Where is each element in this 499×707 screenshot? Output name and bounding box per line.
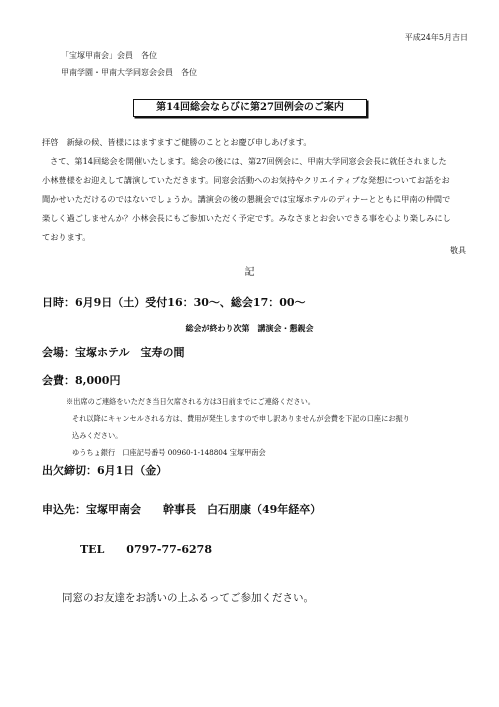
contact-tel: TEL 0797-77-6278	[80, 543, 212, 556]
contact-info: 申込先：宝塚甲南会 幹事長 白石朋康（49年経卒）	[42, 503, 322, 516]
cancellation-note: 込みください。	[72, 431, 123, 440]
event-datetime: 日時：6月9日（土）受付16：30〜、総会17：00〜	[42, 296, 306, 309]
letter-title: 第14回総会ならびに第27回例会のご案内	[133, 99, 367, 117]
cancellation-note: ※出席のご連絡をいただき当日欠席される方は3日前までにご連絡ください。	[66, 397, 315, 406]
body-paragraph: さて、第14回総会を開催いたします。総会の後には、第27回例会に、甲南大学同窓会会長に就任されました	[50, 156, 447, 166]
letter-body	[42, 133, 472, 247]
body-paragraph: 小林豊様をお迎えして講演していただきます。同窓会活動へのお気持やクリエイティブな発想についてお話をお	[42, 175, 450, 185]
event-venue: 会場：宝塚ホテル 宝寿の間	[42, 346, 185, 359]
body-paragraph: 聞かせいただけるのではないでしょうか。講演会の後の懇親会では宝塚ホテルのディナーとともに甲南の仲間で	[42, 194, 451, 204]
bank-account-note: ゆうちょ銀行 口座記号番号 00960-1-148804 宝塚甲南会	[72, 448, 266, 457]
body-paragraph: 楽しく過ごしませんか？小林会長にもご参加いただく予定です。みなさまとお会いできる事を心より楽しみにし	[42, 213, 451, 223]
letter-date: 平成24年5月吉日	[404, 33, 468, 42]
recipient-line-2: 甲南学園・甲南大学同窓会会員 各位	[61, 68, 197, 77]
ki-heading: 記	[244, 267, 255, 278]
closing-keigu: 敬具	[450, 246, 466, 255]
event-fee: 会費：8,000円	[42, 374, 121, 387]
event-program: 総会が終わり次第 講演会・懇親会	[185, 323, 314, 333]
recipient-line-1: 「宝塚甲南会」会員 各位	[61, 51, 157, 60]
rsvp-deadline: 出欠締切：6月1日（金）	[42, 464, 168, 477]
cancellation-note: それ以降にキャンセルされる方は、費用が発生しますので申し訳ありませんが会費を下記の口座にお振り	[72, 414, 410, 423]
body-paragraph: ております。	[42, 232, 91, 242]
body-paragraph: 拝啓 新緑の候、皆様にはますますご健勝のこととお慶び申しあげます。	[42, 137, 312, 147]
footer-invitation: 同窓のお友達をお誘いの上ふるってご参加ください。	[62, 592, 314, 604]
